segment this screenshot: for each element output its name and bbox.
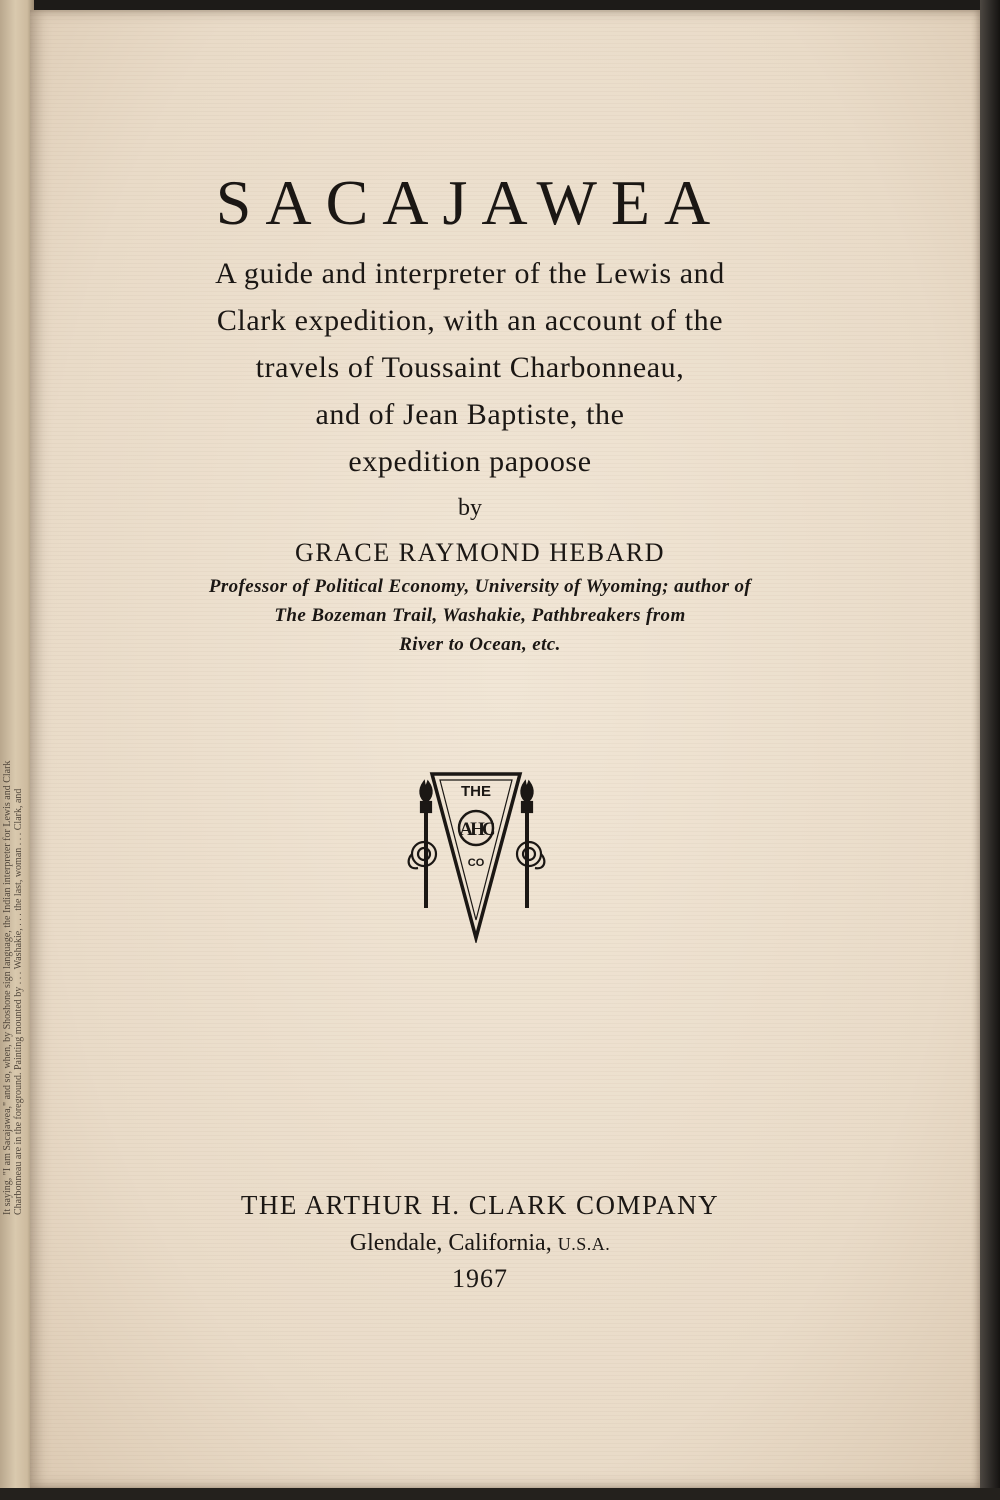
credentials-line: The Bozeman Trail, Washakie, Pathbreakers from — [274, 605, 686, 626]
left-torch-icon — [409, 782, 436, 908]
facing-page-caption-line-1: It saying, "I am Sacajawea," and so, when, by Shoshone sign language, the Indian interpreter for Lewis and Clark — [2, 760, 13, 1215]
facing-page-caption — [2, 761, 24, 1215]
location-city: Glendale, California, — [349, 1230, 552, 1256]
book-title: SACAJAWEA — [215, 167, 725, 238]
publication-year: 1967 — [452, 1264, 508, 1293]
logo-bottom-text: CO — [467, 857, 485, 869]
book-subtitle — [120, 250, 820, 485]
publisher-logo-icon — [404, 768, 549, 943]
facing-page-edge — [0, 0, 34, 1500]
book-bottom-edge — [0, 1488, 1000, 1500]
subtitle-line: Clark expedition, with an account of the — [216, 304, 724, 337]
credentials-line: Professor of Political Economy, University of Wyoming; author of — [208, 576, 752, 597]
subtitle-line: expedition papoose — [348, 445, 592, 478]
credentials-line: River to Ocean, etc. — [399, 634, 561, 655]
subtitle-line: and of Jean Baptiste, the — [315, 398, 625, 431]
logo-top-text: THE — [461, 783, 491, 800]
publisher-location — [200, 1226, 760, 1261]
logo-monogram: AHC — [459, 819, 493, 840]
publisher-name: THE ARTHUR H. CLARK COMPANY — [240, 1190, 720, 1220]
author-name: GRACE RAYMOND HEBARD — [295, 538, 665, 567]
subtitle-line: A guide and interpreter of the Lewis and — [215, 257, 725, 290]
location-country: U.S.A. — [557, 1234, 611, 1254]
author-credentials — [110, 572, 850, 659]
subtitle-line: travels of Toussaint Charbonneau, — [255, 351, 685, 384]
by-line: by — [458, 495, 482, 521]
book-cover-edge — [980, 0, 1000, 1500]
right-torch-icon — [517, 782, 544, 908]
facing-page-caption-line-2: Charbonneau are in the foreground. Painting mounted by . . . Washakie, . . . the last, woman . . . Clark, and — [13, 788, 24, 1215]
